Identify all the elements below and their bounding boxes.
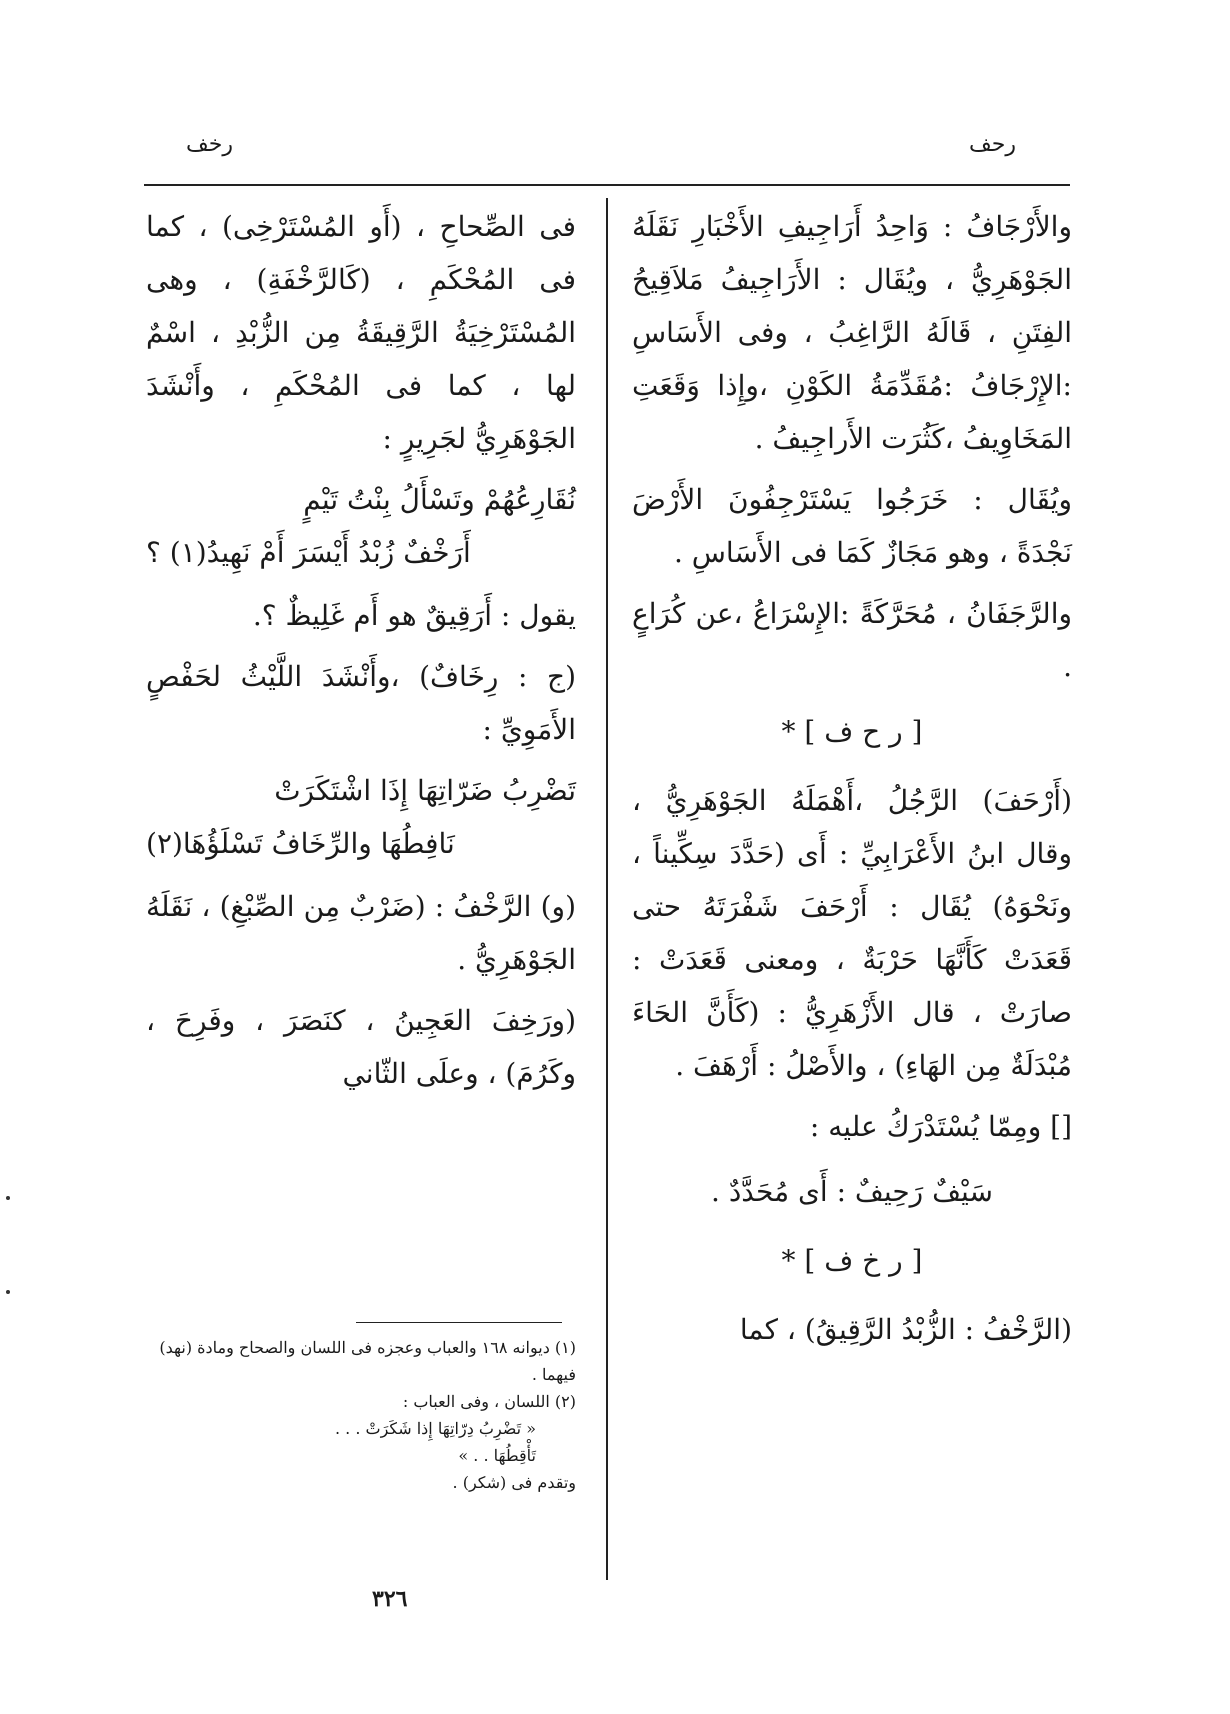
paragraph: والأَرْجَافُ : وَاحِدُ أَرَاجِيفِ الأَخْبَارِ نَقَلَهُ الجَوْهَرِيُّ ، ويُقَال : الأَرَاجِيفُ مَلاَقِيحُ الفِتَنِ ، قَالَهُ الرَّاغِبُ ، وفى الأَسَاسِ :الإِرْجَافُ :مُقَدِّمَةُ الكَوْنِ ،وإِذا وَقَعَتِ المَخَاوِيفُ ،كَثُرَت الأَراجِيفُ . (632, 210, 1072, 455)
header-word-left: رخف (186, 132, 233, 157)
paragraph: (و) الرَّخْفُ : (ضَرْبٌ مِن الصِّبْغِ) ، نَقَلَهُ الجَوْهَرِيُّ . (146, 890, 576, 976)
scan-speck (6, 1290, 10, 1294)
left-column (146, 200, 576, 1108)
footnote-rule (356, 1322, 562, 1323)
verse-hemistich: تَضْرِبُ ضَرّاتِهَا إِذَا اشْتَكَرَتْ (274, 774, 576, 807)
section-title: [ ر ح ف ] * (781, 715, 923, 748)
section-title: [ ر خ ف ] * (781, 1244, 923, 1277)
paragraph: (أَرْحَفَ) الرَّجُلُ ،أَهْمَلَهُ الجَوْهَرِيُّ ، وقال ابنُ الأَعْرَابِيِّ : أَى (حَدَّدَ سِكِّيناً ، ونَحْوَهُ) يُقَال : أَرْحَفَ شَفْرَتَهُ حتى قَعَدَتْ كَأَنَّهَا حَرْبَةٌ ، ومعنى قَعَدَتْ : صارَتْ ، قال الأَزْهَرِيُّ : (كَأَنَّ الحَاءَ مُبْدَلَةٌ مِن الهَاءِ) ، والأَصْلُ : أَرْهَفَ . (632, 784, 1072, 1082)
paragraph: (ورَخِفَ العَجِينُ ، كنَصَرَ ، وفَرِحَ ، وكَرُمَ) ، وعلَى الثّاني (146, 1004, 576, 1090)
paragraph: [] ومِمّا يُسْتَدْرَكُ عليه : (809, 1110, 1072, 1143)
paragraph: والرَّجَفَانُ ، مُحَرَّكَةً :الإِسْرَاعُ ،عن كُرَاعٍ . (632, 597, 1072, 683)
paragraph: (ج : رِخَافٌ) ،وأَنْشَدَ اللَّيْثُ لحَفْصٍ الأَمَوِيِّ : (146, 660, 576, 746)
verse (146, 764, 576, 870)
scan-speck (6, 1196, 10, 1200)
paragraph: (الرَّخْفُ : الزُّبْدُ الرَّقِيقُ) ، كما (739, 1313, 1072, 1346)
paragraph: فى الصِّحاحِ ، (أَو المُسْتَرْخِى) ، كما فى المُحْكَمِ ، (كَالرَّخْفَةِ) ، وهى المُسْتَرْخِيَةُ الرَّقِيقَةُ مِن الزُّبْدِ ، اسْمٌ لها ، كما فى المُحْكَمِ ، وأَنْشَدَ الجَوْهَرِيُّ لجَرِيرٍ : (146, 210, 576, 455)
footnote: (١) ديوانه ١٦٨ والعباب وعجزه فى اللسان والصحاح ومادة (نهد) فيهما . (159, 1338, 576, 1384)
footnote: وتقدم فى (شكر) . (452, 1473, 576, 1492)
paragraph: ويُقَال : خَرَجُوا يَسْتَرْجِفُونَ الأَرْضَ نَجْدَةً ، وهو مَجَازٌ كَمَا فى الأَسَاسِ . (632, 483, 1072, 569)
page-number: ٣٢٦ (372, 1586, 408, 1612)
footnote-verse: « تَضْرِبُ دِرّاتِهَا إِذا شَكَرَتْ . . . (334, 1419, 536, 1438)
header-rule (144, 184, 1070, 186)
column-divider (606, 198, 608, 1580)
footnote-verse: تَأْقِطُهَا . . » (458, 1446, 536, 1465)
footnote: (٢) اللسان ، وفى العباب : (402, 1392, 576, 1411)
right-column (632, 200, 1072, 1364)
footnotes (146, 1334, 576, 1496)
verse-hemistich: نَافِطُهَا والرِّخَافُ تَسْلَؤُهَا(٢) (146, 827, 455, 860)
verse-hemistich: نُقَارِعُهُمْ وتَسْأَلُ بِنْتُ تَيْمٍ (303, 483, 576, 516)
verse-hemistich: أَرَخْفٌ زُبْدُ أَيْسَرَ أَمْ نَهِيدُ(١) ؟ (146, 536, 471, 569)
paragraph: يقول : أَرَقِيقٌ هو أَم غَلِيظٌ ؟. (252, 599, 576, 632)
verse (146, 473, 576, 579)
header-word-right: رحف (969, 132, 1016, 157)
centered-line: سَيْفٌ رَحِيفٌ : أَى مُحَدَّدٌ . (711, 1175, 993, 1208)
